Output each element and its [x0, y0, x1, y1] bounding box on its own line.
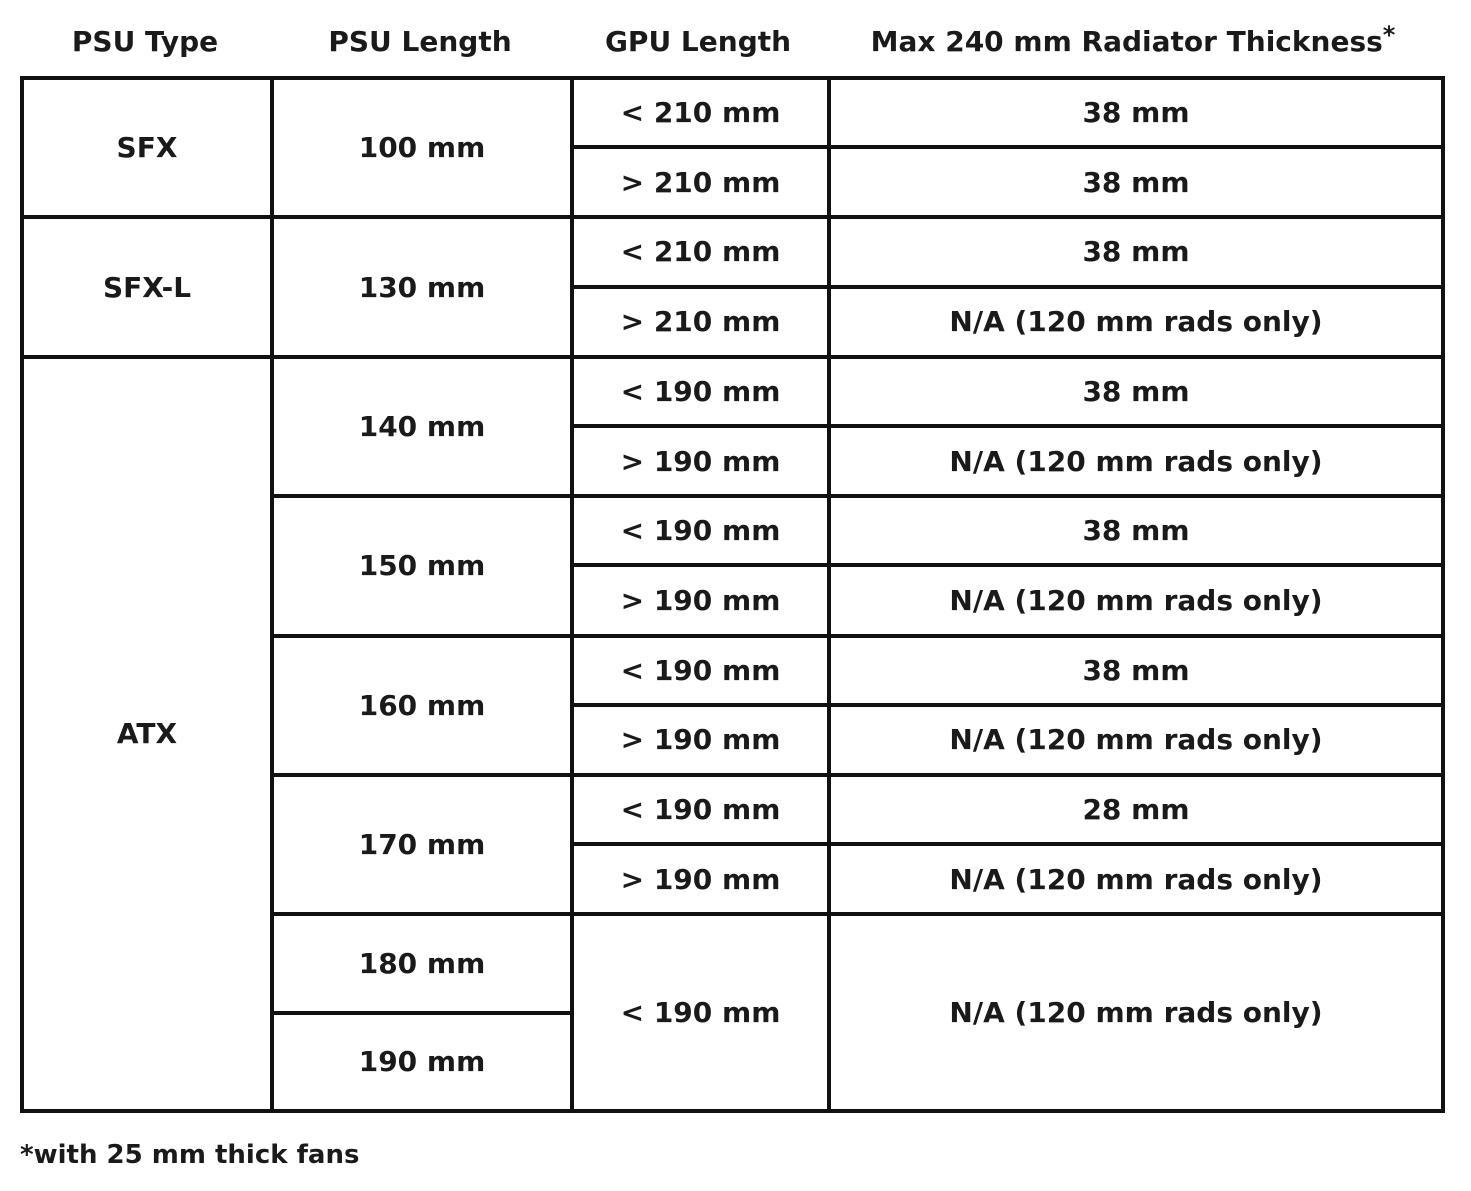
gpu-length-cell: < 190 mm [572, 775, 829, 844]
radiator-cell: 28 mm [829, 775, 1443, 844]
radiator-cell: 38 mm [829, 496, 1443, 565]
gpu-length-cell: < 190 mm [572, 496, 829, 565]
radiator-cell: 38 mm [829, 147, 1443, 217]
header-psu-length: PSU Length [328, 25, 512, 58]
radiator-cell: N/A (120 mm rads only) [829, 844, 1443, 914]
gpu-length-cell: < 210 mm [572, 217, 829, 286]
gpu-length-cell: > 210 mm [572, 147, 829, 217]
compatibility-table [20, 76, 1445, 1113]
psu-type-cell: SFX-L [22, 217, 272, 356]
radiator-cell: 38 mm [829, 357, 1443, 426]
header-radiator-thickness [826, 20, 1440, 64]
footnote-marker: * [1382, 21, 1396, 49]
table-row [22, 357, 1443, 426]
gpu-length-cell: < 190 mm [572, 914, 829, 1111]
psu-type-cell: ATX [22, 357, 272, 1111]
psu-length-cell: 160 mm [272, 636, 572, 775]
radiator-cell: 38 mm [829, 78, 1443, 147]
radiator-cell: N/A (120 mm rads only) [829, 287, 1443, 357]
psu-length-cell: 150 mm [272, 496, 572, 635]
gpu-length-cell: > 190 mm [572, 565, 829, 635]
psu-length-cell: 180 mm [272, 914, 572, 1012]
footnote: *with 25 mm thick fans [20, 1140, 360, 1170]
radiator-cell: N/A (120 mm rads only) [829, 565, 1443, 635]
psu-length-cell: 140 mm [272, 357, 572, 496]
gpu-length-cell: < 190 mm [572, 357, 829, 426]
gpu-length-cell: > 190 mm [572, 844, 829, 914]
header-radiator-label: Max 240 mm Radiator Thickness [870, 25, 1383, 58]
gpu-length-cell: > 210 mm [572, 287, 829, 357]
gpu-length-cell: < 210 mm [572, 78, 829, 147]
header-gpu-length: GPU Length [604, 25, 792, 58]
gpu-length-cell: < 190 mm [572, 636, 829, 705]
table-row [22, 217, 1443, 286]
table-header [20, 20, 1440, 64]
radiator-cell: N/A (120 mm rads only) [829, 914, 1443, 1111]
header-psu-type: PSU Type [71, 25, 219, 58]
radiator-cell: N/A (120 mm rads only) [829, 426, 1443, 496]
psu-length-cell: 190 mm [272, 1013, 572, 1111]
radiator-cell: 38 mm [829, 217, 1443, 286]
gpu-length-cell: > 190 mm [572, 426, 829, 496]
psu-type-cell: SFX [22, 78, 272, 217]
radiator-cell: 38 mm [829, 636, 1443, 705]
psu-length-cell: 100 mm [272, 78, 572, 217]
radiator-cell: N/A (120 mm rads only) [829, 705, 1443, 775]
table-row [22, 78, 1443, 147]
psu-length-cell: 170 mm [272, 775, 572, 914]
psu-length-cell: 130 mm [272, 217, 572, 356]
gpu-length-cell: > 190 mm [572, 705, 829, 775]
